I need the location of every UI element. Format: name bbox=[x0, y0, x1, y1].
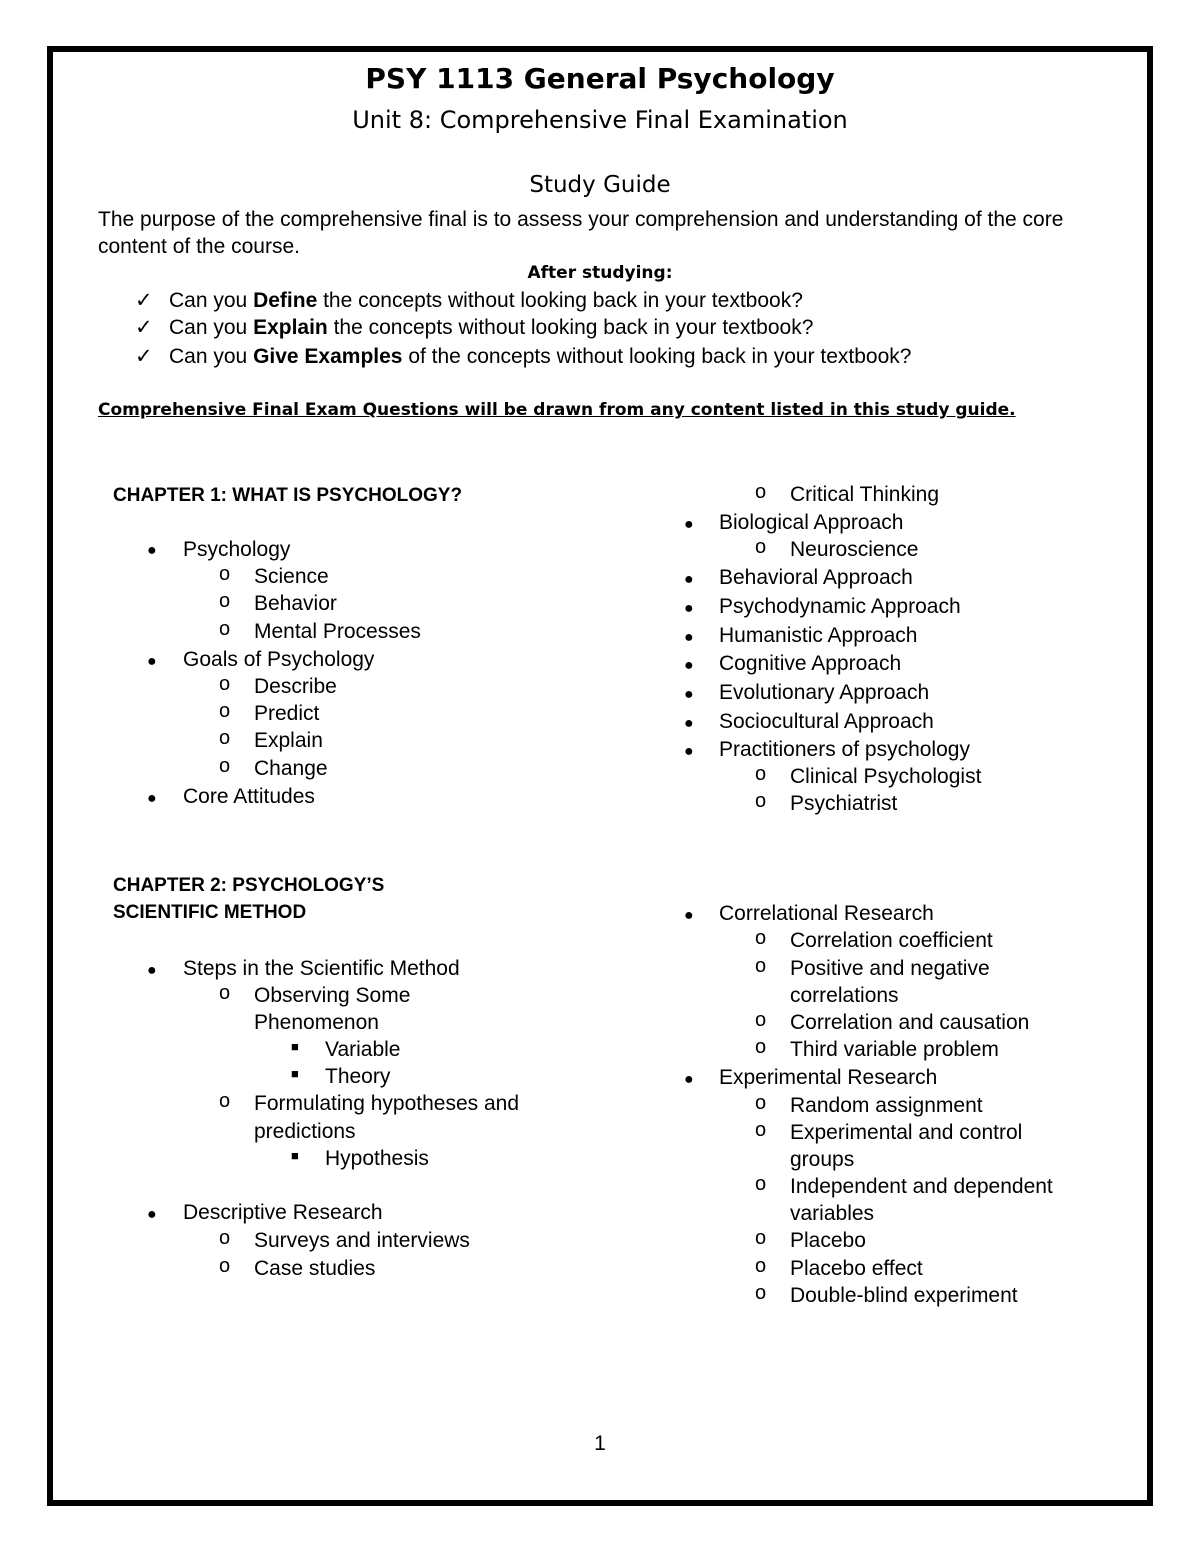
bullet-circle-icon: o bbox=[755, 1255, 767, 1277]
list-item: Surveys and interviews bbox=[254, 1229, 470, 1252]
bullet-circle-icon: o bbox=[755, 481, 767, 503]
list-item: Describe bbox=[254, 675, 337, 698]
bullet-circle-icon: o bbox=[755, 536, 767, 558]
list-item: Goals of Psychology bbox=[183, 648, 375, 671]
list-item: Random assignment bbox=[790, 1094, 983, 1117]
list-item: Correlation coefficient bbox=[790, 929, 993, 952]
list-item: Explain bbox=[254, 729, 323, 752]
list-item: Formulating hypotheses and bbox=[254, 1092, 519, 1115]
bullet-circle-icon: o bbox=[755, 790, 767, 812]
list-item: Theory bbox=[325, 1065, 391, 1088]
list-item: Observing Some bbox=[254, 984, 411, 1007]
list-item: Behavioral Approach bbox=[719, 566, 913, 589]
bullet-circle-icon: o bbox=[755, 1092, 767, 1114]
list-item: Psychiatrist bbox=[790, 792, 898, 815]
list-item: Placebo effect bbox=[790, 1257, 923, 1280]
bullet-disc-icon: ● bbox=[147, 962, 157, 979]
bullet-disc-icon: ● bbox=[684, 600, 694, 617]
page-number: 1 bbox=[594, 1432, 606, 1455]
exam-note: Comprehensive Final Exam Questions will be drawn from any content listed in this study guide. bbox=[98, 400, 1016, 420]
list-item: Predict bbox=[254, 702, 320, 725]
list-item: Humanistic Approach bbox=[719, 624, 918, 647]
study-guide-heading: Study Guide bbox=[529, 172, 671, 198]
bullet-disc-icon: ● bbox=[684, 907, 694, 924]
bullet-circle-icon: o bbox=[219, 755, 231, 777]
bullet-disc-icon: ● bbox=[684, 715, 694, 732]
bullet-circle-icon: o bbox=[219, 1227, 231, 1249]
purpose-paragraph: The purpose of the comprehensive final is to assess your comprehension and understanding of the core content of the course. bbox=[98, 208, 1064, 258]
list-item: Descriptive Research bbox=[183, 1201, 383, 1224]
list-item: groups bbox=[790, 1148, 855, 1171]
chapter1-heading: CHAPTER 1: WHAT IS PSYCHOLOGY? bbox=[113, 485, 463, 506]
list-item: Positive and negative bbox=[790, 957, 990, 980]
list-item: Sociocultural Approach bbox=[719, 710, 934, 733]
bullet-circle-icon: o bbox=[219, 563, 231, 585]
bullet-circle-icon: o bbox=[755, 1173, 767, 1195]
bullet-disc-icon: ● bbox=[684, 629, 694, 646]
checkmark-icon: ✓ bbox=[135, 316, 153, 339]
chapter2-heading-line1: CHAPTER 2: PSYCHOLOGY’S bbox=[113, 875, 385, 896]
list-item: Evolutionary Approach bbox=[719, 681, 930, 704]
bullet-circle-icon: o bbox=[219, 618, 231, 640]
bullet-circle-icon: o bbox=[219, 982, 231, 1004]
bullet-circle-icon: o bbox=[755, 927, 767, 949]
bullet-disc-icon: ● bbox=[147, 542, 157, 559]
list-item: Core Attitudes bbox=[183, 785, 315, 808]
bullet-circle-icon: o bbox=[755, 1227, 767, 1249]
list-item: variables bbox=[790, 1202, 875, 1225]
list-item: Correlation and causation bbox=[790, 1011, 1030, 1034]
bullet-circle-icon: o bbox=[219, 1255, 231, 1277]
list-item: Neuroscience bbox=[790, 538, 919, 561]
bullet-disc-icon: ● bbox=[684, 516, 694, 533]
bullet-disc-icon: ● bbox=[147, 1206, 157, 1223]
bullet-circle-icon: o bbox=[219, 590, 231, 612]
bullet-circle-icon: o bbox=[755, 1036, 767, 1058]
checklist-item: ✓ Can you Give Examples of the concepts without looking back in your textbook? bbox=[135, 345, 912, 368]
list-item: Psychology bbox=[183, 538, 291, 561]
list-item: Placebo bbox=[790, 1229, 866, 1252]
list-item: Critical Thinking bbox=[790, 483, 939, 506]
list-item: Phenomenon bbox=[254, 1011, 379, 1034]
bullet-square-icon: ■ bbox=[291, 1039, 299, 1054]
list-item: Experimental and control bbox=[790, 1121, 1023, 1144]
bullet-disc-icon: ● bbox=[147, 790, 157, 807]
bullet-circle-icon: o bbox=[755, 1009, 767, 1031]
bullet-disc-icon: ● bbox=[147, 653, 157, 670]
list-item: Steps in the Scientific Method bbox=[183, 957, 460, 980]
list-item: Case studies bbox=[254, 1257, 376, 1280]
checkmark-icon: ✓ bbox=[135, 289, 153, 312]
list-item: Experimental Research bbox=[719, 1066, 938, 1089]
list-item: Correlational Research bbox=[719, 902, 934, 925]
bullet-disc-icon: ● bbox=[684, 1071, 694, 1088]
after-studying-label: After studying: bbox=[527, 263, 673, 283]
document-title: PSY 1113 General Psychology bbox=[365, 62, 835, 95]
bullet-circle-icon: o bbox=[219, 1090, 231, 1112]
list-item: Biological Approach bbox=[719, 511, 904, 534]
bullet-circle-icon: o bbox=[755, 955, 767, 977]
bullet-circle-icon: o bbox=[219, 727, 231, 749]
list-item: Clinical Psychologist bbox=[790, 765, 982, 788]
bullet-circle-icon: o bbox=[755, 1119, 767, 1141]
list-item: Independent and dependent bbox=[790, 1175, 1053, 1198]
bullet-circle-icon: o bbox=[755, 763, 767, 785]
bullet-disc-icon: ● bbox=[684, 743, 694, 760]
list-item: Change bbox=[254, 757, 328, 780]
list-item: Variable bbox=[325, 1038, 401, 1061]
bullet-square-icon: ■ bbox=[291, 1148, 299, 1163]
list-item: correlations bbox=[790, 984, 899, 1007]
list-item: Behavior bbox=[254, 592, 337, 615]
bullet-square-icon: ■ bbox=[291, 1066, 299, 1081]
bullet-circle-icon: o bbox=[219, 700, 231, 722]
chapter2-heading-line2: SCIENTIFIC METHOD bbox=[113, 902, 307, 923]
document-subtitle: Unit 8: Comprehensive Final Examination bbox=[352, 106, 848, 134]
list-item: predictions bbox=[254, 1120, 356, 1143]
list-item: Psychodynamic Approach bbox=[719, 595, 961, 618]
list-item: Cognitive Approach bbox=[719, 652, 902, 675]
list-item: Practitioners of psychology bbox=[719, 738, 970, 761]
list-item: Mental Processes bbox=[254, 620, 421, 643]
checkmark-icon: ✓ bbox=[135, 345, 153, 368]
bullet-disc-icon: ● bbox=[684, 686, 694, 703]
list-item: Hypothesis bbox=[325, 1147, 429, 1170]
bullet-disc-icon: ● bbox=[684, 571, 694, 588]
list-item: Science bbox=[254, 565, 329, 588]
list-item: Third variable problem bbox=[790, 1038, 999, 1061]
list-item: Double-blind experiment bbox=[790, 1284, 1018, 1307]
bullet-circle-icon: o bbox=[755, 1282, 767, 1304]
checklist-item: ✓ Can you Define the concepts without looking back in your textbook? bbox=[135, 289, 803, 312]
checklist-item: ✓ Can you Explain the concepts without looking back in your textbook? bbox=[135, 316, 814, 339]
bullet-disc-icon: ● bbox=[684, 657, 694, 674]
bullet-circle-icon: o bbox=[219, 673, 231, 695]
